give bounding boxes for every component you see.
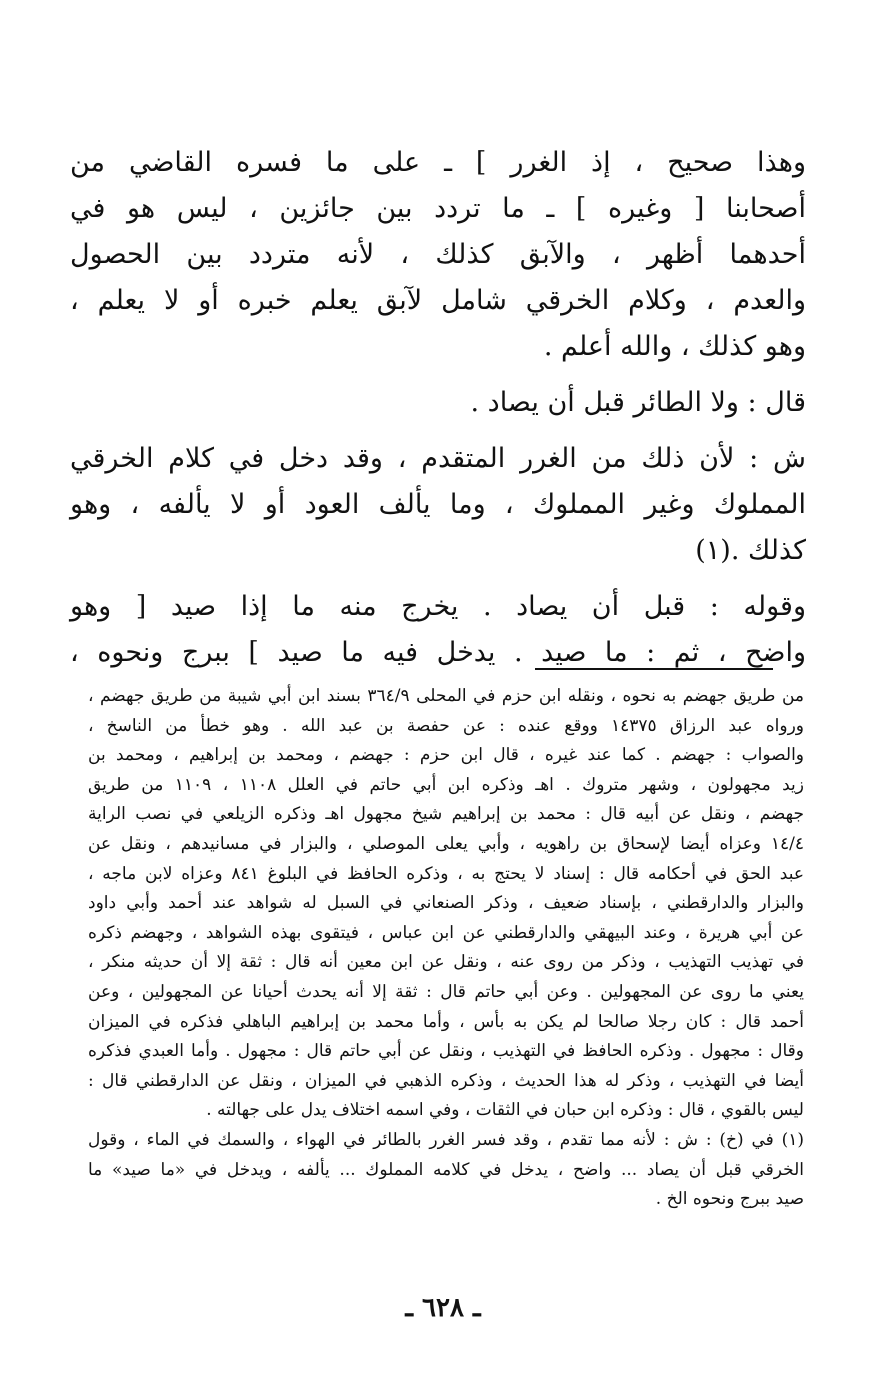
footnote-separator <box>535 668 773 670</box>
footnote-line: الخرقي قبل أن يصاد ... واضح ، يدخل في كلامه المملوك ... يألفه ، ويدخل في «ما صيد» ما <box>88 1159 804 1180</box>
footnote-line: في تهذيب التهذيب ، وذكر من روى عنه ، ونقل عن ابن معين أنه قال : ثقة إلا أن حديثه منكر ، <box>88 952 804 973</box>
paragraph-gap <box>70 574 806 584</box>
footnote-line: من طريق جهضم به نحوه ، ونقله ابن حزم في المحلى ٣٦٤/٩ بسند ابن أبي شيبة من طريق جهضم ، <box>88 686 804 706</box>
footnote-line: عبد الحق في أحكامه قال : إسناد لا يحتج به ، وذكره الحافظ في البلوغ ٨٤١ وعزاه لابن ماجه ، <box>88 863 804 884</box>
footnote-line: والبزار والدارقطني ، بإسناد ضعيف ، وذكر الصنعاني في السبل له شواهد عند أحمد وأبي داود <box>88 893 804 914</box>
footnote-line: أيضا في التهذيب ، وذكر له هذا الحديث ، وذكره الذهبي في الميزان ، ونقل عن الدارقطني قال : <box>88 1070 804 1091</box>
footnote-line: أحمد قال : كان رجلا صالحا لم يكن به بأس ، وأما محمد بن إبراهيم الباهلي فذكره في الميزان <box>88 1011 804 1032</box>
main-line: كذلك .(١) <box>695 535 806 566</box>
footnote-line: صيد ببرج ونحوه الخ . <box>655 1189 804 1210</box>
main-line: وهذا صحيح ، إذ الغرر ] ـ على ما فسره القاضي من <box>70 147 806 178</box>
main-line-heading: قال : ولا الطائر قبل أن يصاد . <box>470 387 806 418</box>
main-line: ش : لأن ذلك من الغرر المتقدم ، وقد دخل في كلام الخرقي <box>70 443 806 474</box>
paragraph-gap <box>70 426 806 436</box>
main-line: أحدهما أظهر ، والآبق كذلك ، لأنه متردد بين الحصول <box>70 239 806 270</box>
footnote-line: جهضم ، ونقل عن أبيه قال : محمد بن إبراهيم شيخ مجهول اهـ وذكره الزيلعي في نصب الراية <box>88 804 804 825</box>
footnote-line: ١٤/٤ وعزاه أيضا لإسحاق بن راهويه ، وأبي يعلى الموصلي ، والبزار في مسانيدهم ، ونقل عن <box>88 833 804 854</box>
page-number: ـ ٦٢٨ ـ <box>405 1293 481 1323</box>
footnote-line: وقال : مجهول . وذكره الحافظ في التهذيب ، ونقل عن أبي حاتم قال : مجهول . وأما العبدي فذكره <box>88 1041 804 1062</box>
main-line: وهو كذلك ، والله أعلم . <box>543 331 806 362</box>
main-text <box>70 140 806 676</box>
paragraph-gap <box>70 370 806 380</box>
footnote-line: ليس بالقوي ، قال : وذكره ابن حبان في الثقات ، وفي اسمه اختلاف يدل على جهالته . <box>206 1100 804 1121</box>
footnote-line: (١) في (خ) : ش : لأنه مما تقدم ، وقد فسر الغرر بالطائر في الهواء ، والسمك في الماء ، وقول <box>88 1129 804 1150</box>
footnote-line: يعني ما روى عن المجهولين . وعن أبي حاتم قال : ثقة إلا أنه يحدث أحيانا عن المجهولين ، وعن <box>88 981 804 1002</box>
footnote-line: زيد مجهولون ، وشهر متروك . اهـ وذكره ابن أبي حاتم في العلل ١١٠٨ ، ١١٠٩ من طريق <box>88 774 804 795</box>
main-line: واضح ، ثم : ما صيد . يدخل فيه ما صيد ] ببرج ونحوه ، <box>70 637 806 668</box>
main-line: وقوله : قبل أن يصاد . يخرج منه ما إذا صيد [ وهو <box>70 591 806 622</box>
main-line: أصحابنا [ وغيره ] ـ ما تردد بين جائزين ، ليس هو في <box>70 193 806 224</box>
main-line: والعدم ، وكلام الخرقي شامل لآبق يعلم خبره أو لا يعلم ، <box>70 285 806 316</box>
main-line: المملوك وغير المملوك ، وما يألف العود أو لا يألفه ، وهو <box>70 489 806 520</box>
footnote-line: عن أبي هريرة ، وعند البيهقي والدارقطني عن ابن عباس ، فيتقوى بهذه الشواهد ، وجهضم ذكره <box>88 922 804 943</box>
footnote-line: ورواه عبد الرزاق ١٤٣٧٥ ووقع عنده : عن حفصة بن عبد الله . وهو خطأ من الناسخ ، <box>88 715 804 736</box>
footnote-line: والصواب : جهضم . كما عند غيره ، قال ابن حزم : جهضم ، ومحمد بن إبراهيم ، ومحمد بن <box>88 745 804 766</box>
footnotes <box>88 682 804 1215</box>
